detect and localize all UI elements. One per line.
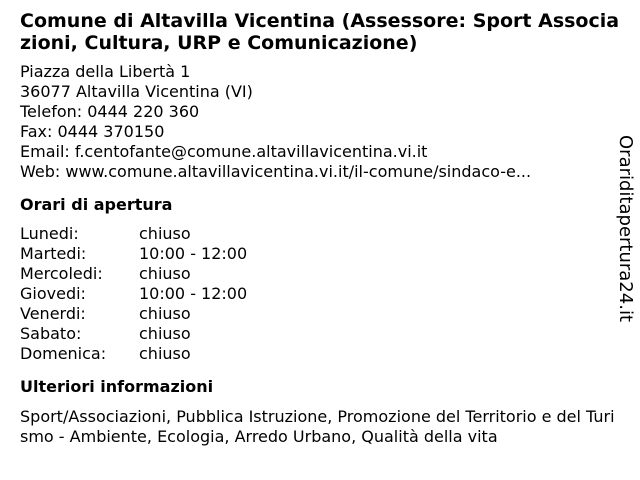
day-label: Martedi: — [20, 244, 87, 263]
day-label: Giovedi: — [20, 284, 86, 303]
day-label: Domenica: — [20, 344, 107, 363]
more-info-text: Sport/Associazioni, Pubblica Istruzione, Promozione del Territorio e del Turismo - Ambiente, Ecologia, Arredo Urbano, Qualità della vita — [20, 407, 615, 446]
site-watermark — [612, 135, 638, 322]
fax-number: Fax: 0444 370150 — [20, 122, 165, 141]
page-title: Comune di Altavilla Vicentina (Assessore: Sport Associazioni, Cultura, URP e Comunicazione) — [20, 10, 620, 54]
watermark-text: Orariditapertura24.it — [615, 135, 636, 322]
hours-row — [20, 304, 620, 324]
day-hours: chiuso — [139, 264, 191, 283]
hours-row — [20, 224, 620, 244]
day-hours: 10:00 - 12:00 — [139, 244, 248, 263]
day-hours: chiuso — [139, 224, 191, 243]
day-label: Lunedi: — [20, 224, 79, 243]
hours-row — [20, 344, 620, 364]
hours-row — [20, 264, 620, 284]
address-block — [20, 62, 620, 182]
document-content — [20, 10, 620, 447]
day-label: Sabato: — [20, 324, 82, 343]
hours-row — [20, 324, 620, 344]
day-label: Mercoledi: — [20, 264, 103, 283]
opening-hours-heading: Orari di apertura — [20, 195, 173, 214]
day-hours: chiuso — [139, 324, 191, 343]
email-address: Email: f.centofante@comune.altavillavicentina.vi.it — [20, 142, 428, 161]
day-hours: chiuso — [139, 304, 191, 323]
day-hours: 10:00 - 12:00 — [139, 284, 248, 303]
opening-hours-table — [20, 224, 620, 364]
hours-row — [20, 244, 620, 264]
day-hours: chiuso — [139, 344, 191, 363]
city-address: 36077 Altavilla Vicentina (VI) — [20, 82, 253, 101]
hours-row — [20, 284, 620, 304]
more-info-heading: Ulteriori informazioni — [20, 377, 214, 396]
street-address: Piazza della Libertà 1 — [20, 62, 191, 81]
website-address: Web: www.comune.altavillavicentina.vi.it/il-comune/sindaco-e... — [20, 162, 532, 181]
day-label: Venerdi: — [20, 304, 86, 323]
phone-number: Telefon: 0444 220 360 — [20, 102, 200, 121]
